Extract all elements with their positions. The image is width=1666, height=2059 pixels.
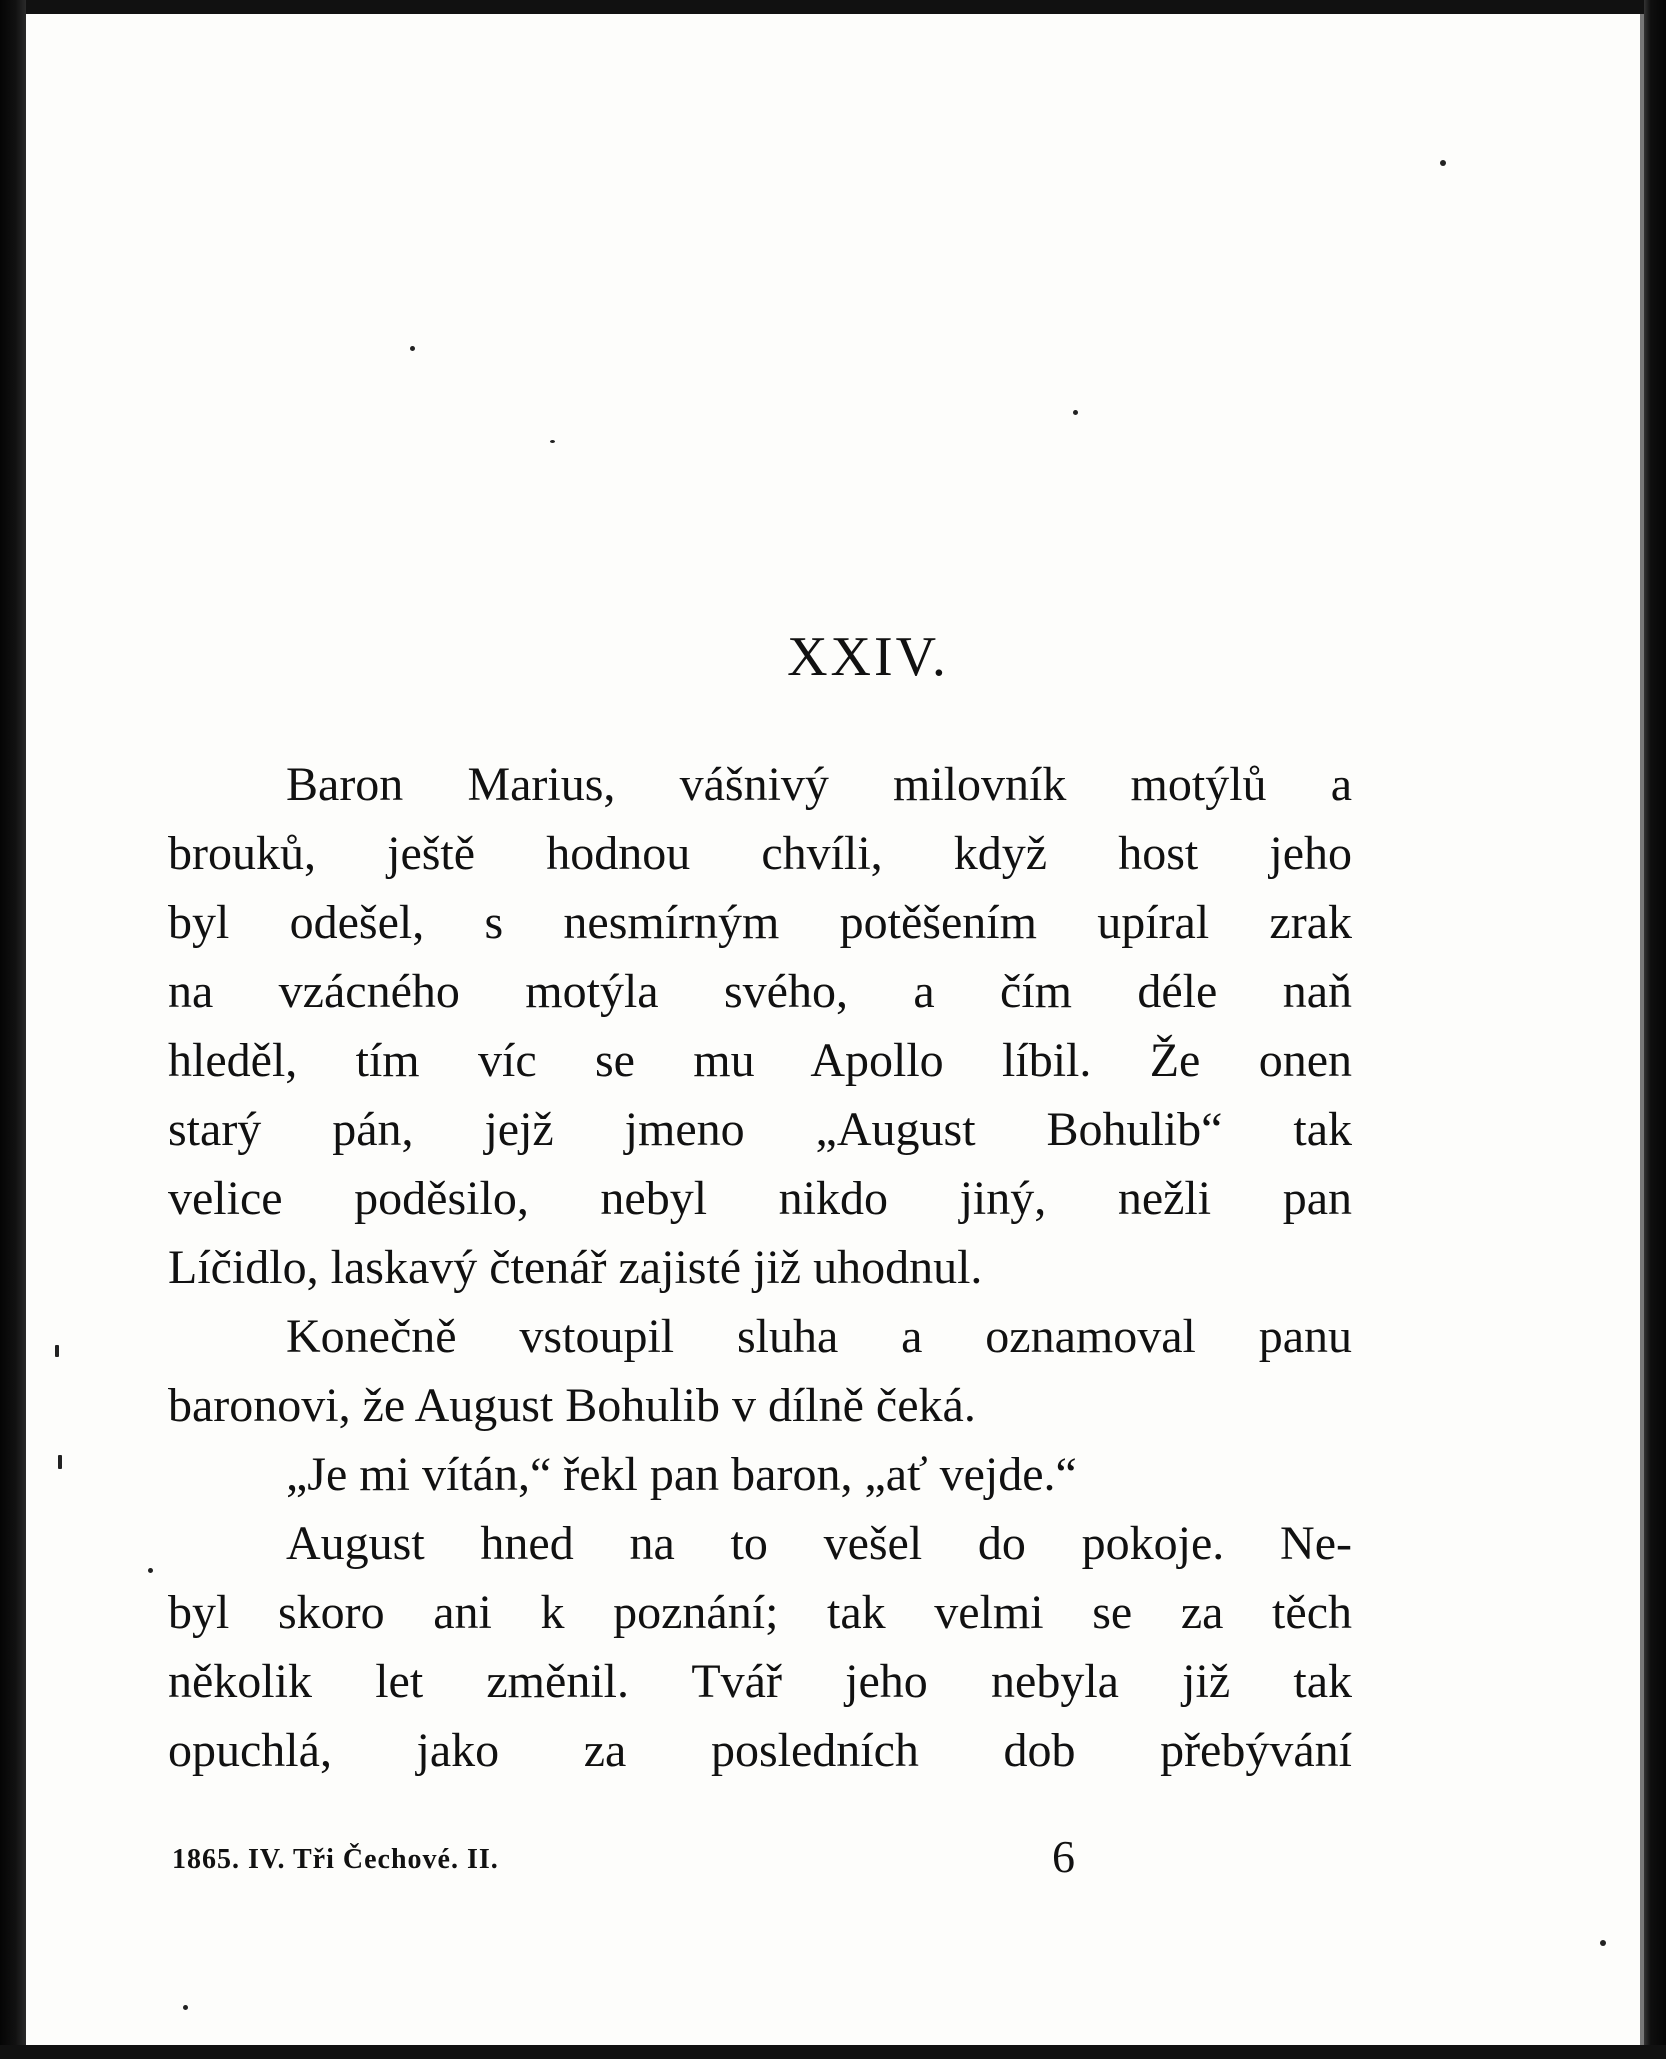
text-line: byl odešel, s nesmírným potěšením upíral zrak xyxy=(168,896,1352,949)
text-line: opuchlá, jako za posledních dob přebývání xyxy=(168,1724,1352,1777)
text-line: „Je mi vítán,“ řekl pan baron, „ať vejde.“ xyxy=(286,1448,1077,1501)
text-line: hleděl, tím víc se mu Apollo líbil. Že onen xyxy=(168,1034,1352,1087)
dust-speck xyxy=(1073,410,1078,415)
dust-speck xyxy=(58,1455,62,1469)
dust-speck xyxy=(410,346,415,351)
dust-speck xyxy=(148,1568,153,1573)
scan-border-right xyxy=(1644,0,1666,2059)
dust-speck xyxy=(1440,160,1446,166)
printer-signature: 1865. IV. Tři Čechové. II. xyxy=(172,1844,499,1875)
chapter-heading: XXIV. xyxy=(787,626,949,688)
dust-speck xyxy=(550,440,555,443)
paragraph xyxy=(168,750,1352,1302)
text-line: byl skoro ani k poznání; tak velmi se za těch xyxy=(168,1586,1352,1639)
book-spine-edge xyxy=(0,0,26,2059)
page-number: 6 xyxy=(1052,1831,1075,1882)
text-line: velice poděsilo, nebyl nikdo jiný, nežli pan xyxy=(168,1172,1352,1225)
text-line: Líčidlo, laskavý čtenář zajisté již uhodnul. xyxy=(168,1241,983,1294)
text-line: starý pán, jejž jmeno „August Bohulib“ tak xyxy=(168,1103,1352,1156)
page-footer xyxy=(172,1830,1282,1890)
dust-speck xyxy=(55,1345,59,1357)
paragraph xyxy=(168,1440,1352,1509)
text-line: brouků, ještě hodnou chvíli, když host jeho xyxy=(168,827,1352,880)
text-line: August hned na to vešel do pokoje. Ne- xyxy=(286,1517,1352,1570)
text-line: několik let změnil. Tvář jeho nebyla již tak xyxy=(168,1655,1352,1708)
text-line: Konečně vstoupil sluha a oznamoval panu xyxy=(286,1310,1352,1363)
body-text xyxy=(168,750,1352,1785)
dust-speck xyxy=(183,2005,188,2010)
scan-border-bottom xyxy=(0,2045,1666,2059)
text-line: na vzácného motýla svého, a čím déle naň xyxy=(168,965,1352,1018)
scan-border-top xyxy=(0,0,1666,14)
text-line: Baron Marius, vášnivý milovník motýlů a xyxy=(286,758,1352,811)
dust-speck xyxy=(1600,1940,1606,1946)
paragraph xyxy=(168,1302,1352,1440)
page-edge-line xyxy=(1640,14,1644,2045)
text-line: baronovi, že August Bohulib v dílně čeká. xyxy=(168,1379,976,1432)
paragraph xyxy=(168,1509,1352,1785)
